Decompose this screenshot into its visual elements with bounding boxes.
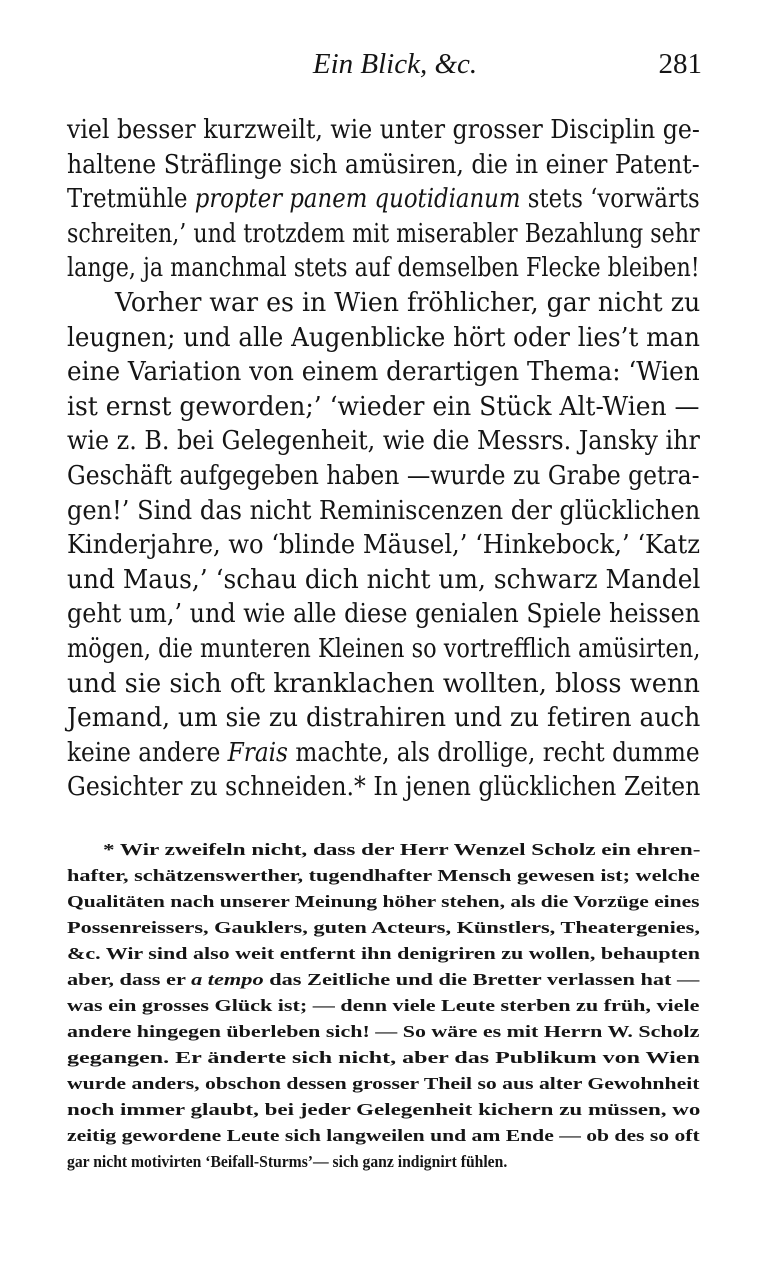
footnote-line: [0, 943, 769, 969]
body-text-line: [0, 391, 769, 427]
text-run: und sie sich oft kranklachen wollten, bloss wenn: [67, 668, 700, 699]
body-text-line: [0, 737, 769, 773]
line-text: [67, 1151, 507, 1173]
footnote-line: [0, 969, 769, 995]
text-run: eine Variation von einem derartigen Thema: ‘Wien: [67, 357, 700, 388]
footnote-line: [0, 1125, 769, 1151]
text-run: gegangen. Er änderte sich nicht, aber das Publikum von Wien: [67, 1048, 700, 1067]
line-text: [67, 252, 700, 284]
text-run: * Wir zweifeln nicht, dass der Herr Wenzel Scholz ein ehren-: [103, 840, 701, 859]
body-text-line: [0, 322, 769, 358]
text-run: haltene Sträflinge sich amüsiren, die in einer Patent-: [67, 149, 700, 180]
line-text: [67, 1125, 700, 1147]
line-text: [67, 1047, 700, 1069]
body-text-line: [0, 183, 769, 219]
text-run: mögen, die munteren Kleinen so vortrefflich amüsirten,: [67, 634, 701, 664]
body-text-line: [0, 702, 769, 738]
line-text: [67, 564, 700, 596]
line-text: [67, 668, 700, 700]
running-head: [0, 44, 769, 88]
line-text: [67, 322, 700, 354]
text-run: keine andere: [67, 737, 228, 768]
line-text: [67, 495, 700, 527]
text-run: &c. Wir sind also weit entfernt ihn denigriren zu wollen, behaupten: [67, 944, 700, 963]
line-text: [103, 839, 700, 861]
text-run: wurde anders, obschon dessen grosser Theil so aus alter Gewohnheit: [67, 1074, 700, 1093]
text-run: Tretmühle: [67, 184, 195, 215]
text-run: Qualitäten nach unserer Meinung höher stehen, als die Vorzüge eines: [67, 892, 700, 911]
footnote-line: [0, 917, 769, 943]
line-text: [67, 598, 700, 630]
line-text: [67, 633, 700, 665]
body-text-line: [0, 425, 769, 461]
text-run: und Maus,’ ‘schau dich nicht um, schwarz Mandel: [67, 564, 701, 595]
page-number: 281: [658, 48, 702, 80]
line-text: [67, 943, 700, 965]
footnote-line: [0, 1099, 769, 1125]
italic-phrase: propter panem quotidianum: [194, 184, 521, 215]
line-text: [67, 114, 700, 146]
text-run: gar nicht motivirten ‘Beifall-Sturms’— sich ganz indignirt fühlen.: [67, 1152, 508, 1171]
text-run: geht um,’ und wie alle diese genialen Spiele heissen: [67, 599, 701, 630]
text-run: viel besser kurzweilt, wie unter grosser Disciplin ge-: [67, 115, 700, 145]
body-text-line: [0, 668, 769, 704]
text-run: Kinderjahre, wo ‘blinde Mäusel,’ ‘Hinkebock,’ ‘Katz: [67, 530, 700, 561]
line-text: [67, 865, 700, 887]
running-head-title: Ein Blick, &c.: [312, 48, 478, 80]
line-text: [67, 425, 700, 457]
text-run: gen!’ Sind das nicht Reminiscenzen der glücklichen: [67, 495, 701, 526]
footnote-line: [0, 1047, 769, 1073]
text-run: zeitig gewordene Leute sich langweilen und am Ende — ob des so oft: [67, 1126, 700, 1145]
text-run: Possenreissers, Gauklers, guten Acteurs, Künstlers, Theatergenies,: [67, 918, 700, 937]
body-text-line: [0, 529, 769, 565]
body-text-line: [0, 114, 769, 150]
body-text-line: [0, 633, 769, 669]
text-run: stets ‘vorwärts: [520, 184, 700, 215]
text-run: machte, als drollige, recht dumme: [287, 737, 700, 768]
body-text-line: [0, 771, 769, 807]
line-text: [67, 969, 699, 991]
text-run: was ein grosses Glück ist; — denn viele Leute sterben zu früh, viele: [67, 996, 700, 1015]
text-run: Jemand, um sie zu distrahiren und zu fetiren auch: [67, 703, 701, 734]
body-text-line: [0, 356, 769, 392]
footnote-line: [0, 1073, 769, 1099]
text-run: ist ernst geworden;’ ‘wieder ein Stück Alt-Wien —: [67, 391, 700, 422]
line-text: [67, 1021, 699, 1043]
line-text: [67, 771, 700, 803]
text-run: andere hingegen überleben sich! — So wäre es mit Herrn W. Scholz: [67, 1022, 700, 1041]
italic-phrase: Frais: [227, 737, 288, 768]
line-text: [67, 356, 700, 388]
line-text: [67, 149, 700, 181]
line-text: [67, 891, 700, 913]
line-text: [67, 737, 700, 769]
text-run: aber, dass er: [67, 970, 192, 989]
line-text: [67, 218, 700, 250]
body-text-line: [0, 149, 769, 185]
text-run: das Zeitliche und die Bretter verlassen hat —: [263, 970, 700, 989]
footnote-line: [0, 1021, 769, 1047]
body-text-line: [0, 252, 769, 288]
footnote-line: [0, 891, 769, 917]
text-run: Vorher war es in Wien fröhlicher, gar nicht zu: [115, 288, 701, 318]
line-text: [67, 391, 700, 423]
footnote-line: [0, 995, 769, 1021]
italic-phrase: a tempo: [191, 970, 264, 989]
body-text-line: [0, 495, 769, 531]
text-run: Geschäft aufgegeben haben —wurde zu Grabe getra-: [67, 461, 700, 491]
body-text-line: [0, 598, 769, 634]
line-text: [67, 702, 700, 734]
text-run: noch immer glaubt, bei jeder Gelegenheit kichern zu müssen, wo: [67, 1100, 701, 1119]
line-text: [67, 1073, 699, 1095]
body-text-line: [0, 564, 769, 600]
text-run: schreiten,’ und trotzdem mit miserabler Bezahlung sehr: [67, 218, 700, 249]
line-text: [67, 529, 700, 561]
body-text-line: [0, 287, 769, 323]
line-text: [67, 460, 700, 492]
footnote-line: [0, 1151, 769, 1177]
line-text: [115, 287, 700, 319]
text-run: Gesichter zu schneiden.* In jenen glücklichen Zeiten: [67, 772, 701, 803]
line-text: [67, 995, 699, 1017]
text-run: lange, ja manchmal stets auf demselben Flecke bleiben!: [67, 253, 700, 284]
line-text: [67, 1099, 700, 1121]
footnote-line: [0, 839, 769, 865]
body-text-line: [0, 218, 769, 254]
text-run: wie z. B. bei Gelegenheit, wie die Messrs. Jansky ihr: [67, 426, 700, 457]
text-run: leugnen; und alle Augenblicke hört oder lies’t man: [67, 322, 700, 353]
line-text: [67, 183, 700, 215]
text-run: hafter, schätzenswerther, tugendhafter Mensch gewesen ist; welche: [67, 866, 700, 885]
line-text: [67, 917, 700, 939]
body-text-line: [0, 460, 769, 496]
footnote-line: [0, 865, 769, 891]
